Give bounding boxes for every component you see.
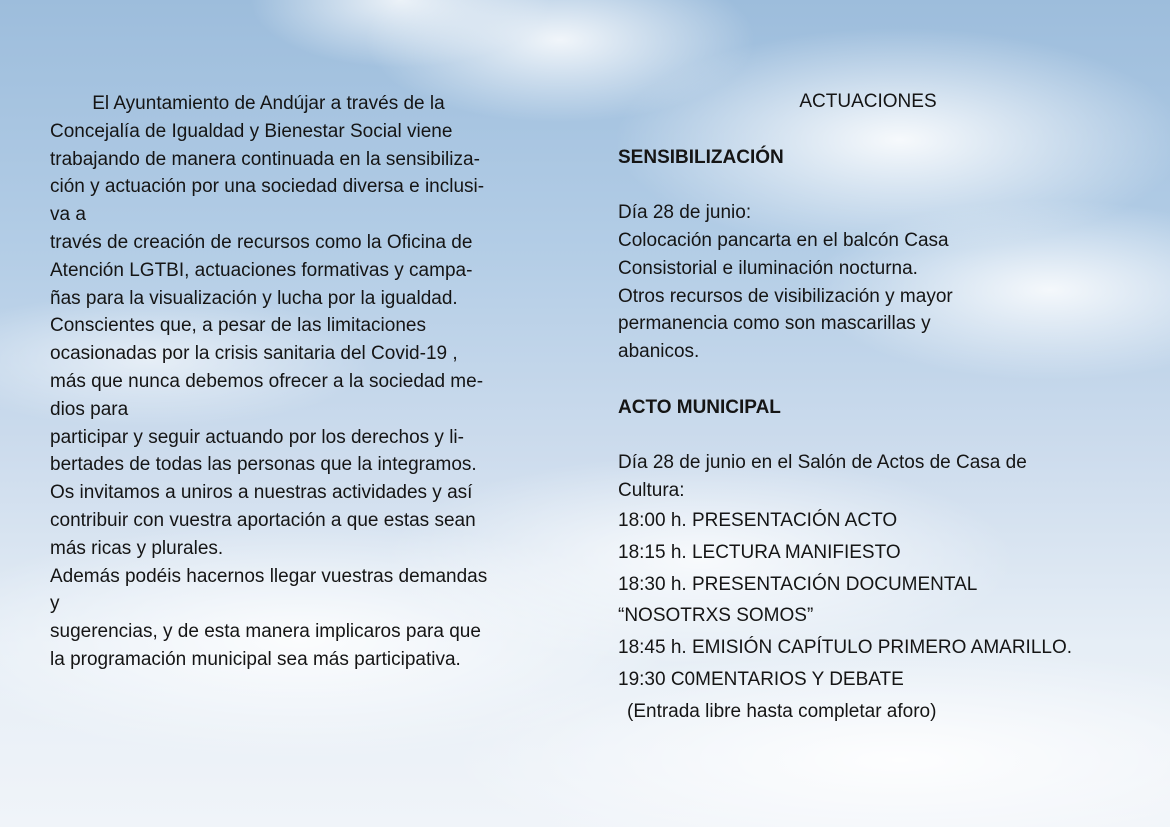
intro-column bbox=[50, 90, 570, 674]
sensibilizacion-line: abanicos. bbox=[618, 341, 700, 363]
intro-line: contribuir con vuestra aportación a que estas sean bbox=[50, 509, 476, 531]
schedule-item: 18:00 h. PRESENTACIÓN ACTO bbox=[618, 509, 898, 531]
acto-municipal-heading: ACTO MUNICIPAL bbox=[618, 396, 781, 418]
intro-line: la programación municipal sea más participativa. bbox=[50, 648, 461, 670]
schedule-item: 18:30 h. PRESENTACIÓN DOCUMENTAL bbox=[618, 573, 978, 595]
sensibilizacion-line: Consistorial e iluminación nocturna. bbox=[618, 257, 918, 279]
sensibilizacion-line: permanencia como son mascarillas y bbox=[618, 313, 931, 335]
intro-line: Conscientes que, a pesar de las limitaciones bbox=[50, 315, 426, 337]
intro-line: ñas para la visualización y lucha por la igualdad. bbox=[50, 287, 458, 309]
intro-line: ción y actuación por una sociedad diversa e inclusi- bbox=[50, 176, 485, 198]
schedule-item: 19:30 C0MENTARIOS Y DEBATE bbox=[618, 668, 904, 690]
intro-line: Os invitamos a uniros a nuestras actividades y así bbox=[50, 482, 473, 504]
intro-line: Además podéis hacernos llegar vuestras demandas bbox=[50, 565, 488, 587]
sensibilizacion-line: Otros recursos de visibilización y mayor bbox=[618, 285, 953, 307]
intro-line: participar y seguir actuando por los derechos y li- bbox=[50, 426, 464, 448]
intro-line: bertades de todas las personas que la integramos. bbox=[50, 454, 477, 476]
entry-note: (Entrada libre hasta completar aforo) bbox=[627, 700, 937, 722]
section-title: ACTUACIONES bbox=[799, 91, 937, 112]
schedule-item: “NOSOTRXS SOMOS” bbox=[618, 605, 814, 627]
intro-line: El Ayuntamiento de Andújar a través de la bbox=[50, 93, 445, 114]
intro-line: y bbox=[50, 593, 60, 615]
schedule-item: 18:45 h. EMISIÓN CAPÍTULO PRIMERO AMARILLO. bbox=[618, 637, 1073, 659]
intro-line: más ricas y plurales. bbox=[50, 537, 224, 559]
program-column bbox=[618, 88, 1158, 728]
sensibilizacion-heading: SENSIBILIZACIÓN bbox=[618, 146, 784, 168]
intro-line: ocasionadas por la crisis sanitaria del Covid-19 , bbox=[50, 343, 458, 365]
sensibilizacion-line: Día 28 de junio: bbox=[618, 202, 752, 224]
intro-line: Atención LGTBI, actuaciones formativas y campa- bbox=[50, 259, 473, 281]
acto-intro-line: Día 28 de junio en el Salón de Actos de Casa de bbox=[618, 452, 1027, 474]
intro-line: dios para bbox=[50, 398, 129, 420]
intro-line: sugerencias, y de esta manera implicaros para que bbox=[50, 621, 481, 643]
intro-line: Concejalía de Igualdad y Bienestar Social viene bbox=[50, 120, 453, 142]
sensibilizacion-line: Colocación pancarta en el balcón Casa bbox=[618, 229, 949, 251]
intro-line: través de creación de recursos como la Oficina de bbox=[50, 231, 473, 253]
acto-intro-line: Cultura: bbox=[618, 480, 685, 502]
intro-line: trabajando de manera continuada en la sensibiliza- bbox=[50, 148, 480, 170]
schedule-item: 18:15 h. LECTURA MANIFIESTO bbox=[618, 541, 901, 563]
intro-line: va a bbox=[50, 204, 86, 226]
schedule-list bbox=[618, 505, 1158, 728]
intro-line: más que nunca debemos ofrecer a la sociedad me- bbox=[50, 370, 484, 392]
